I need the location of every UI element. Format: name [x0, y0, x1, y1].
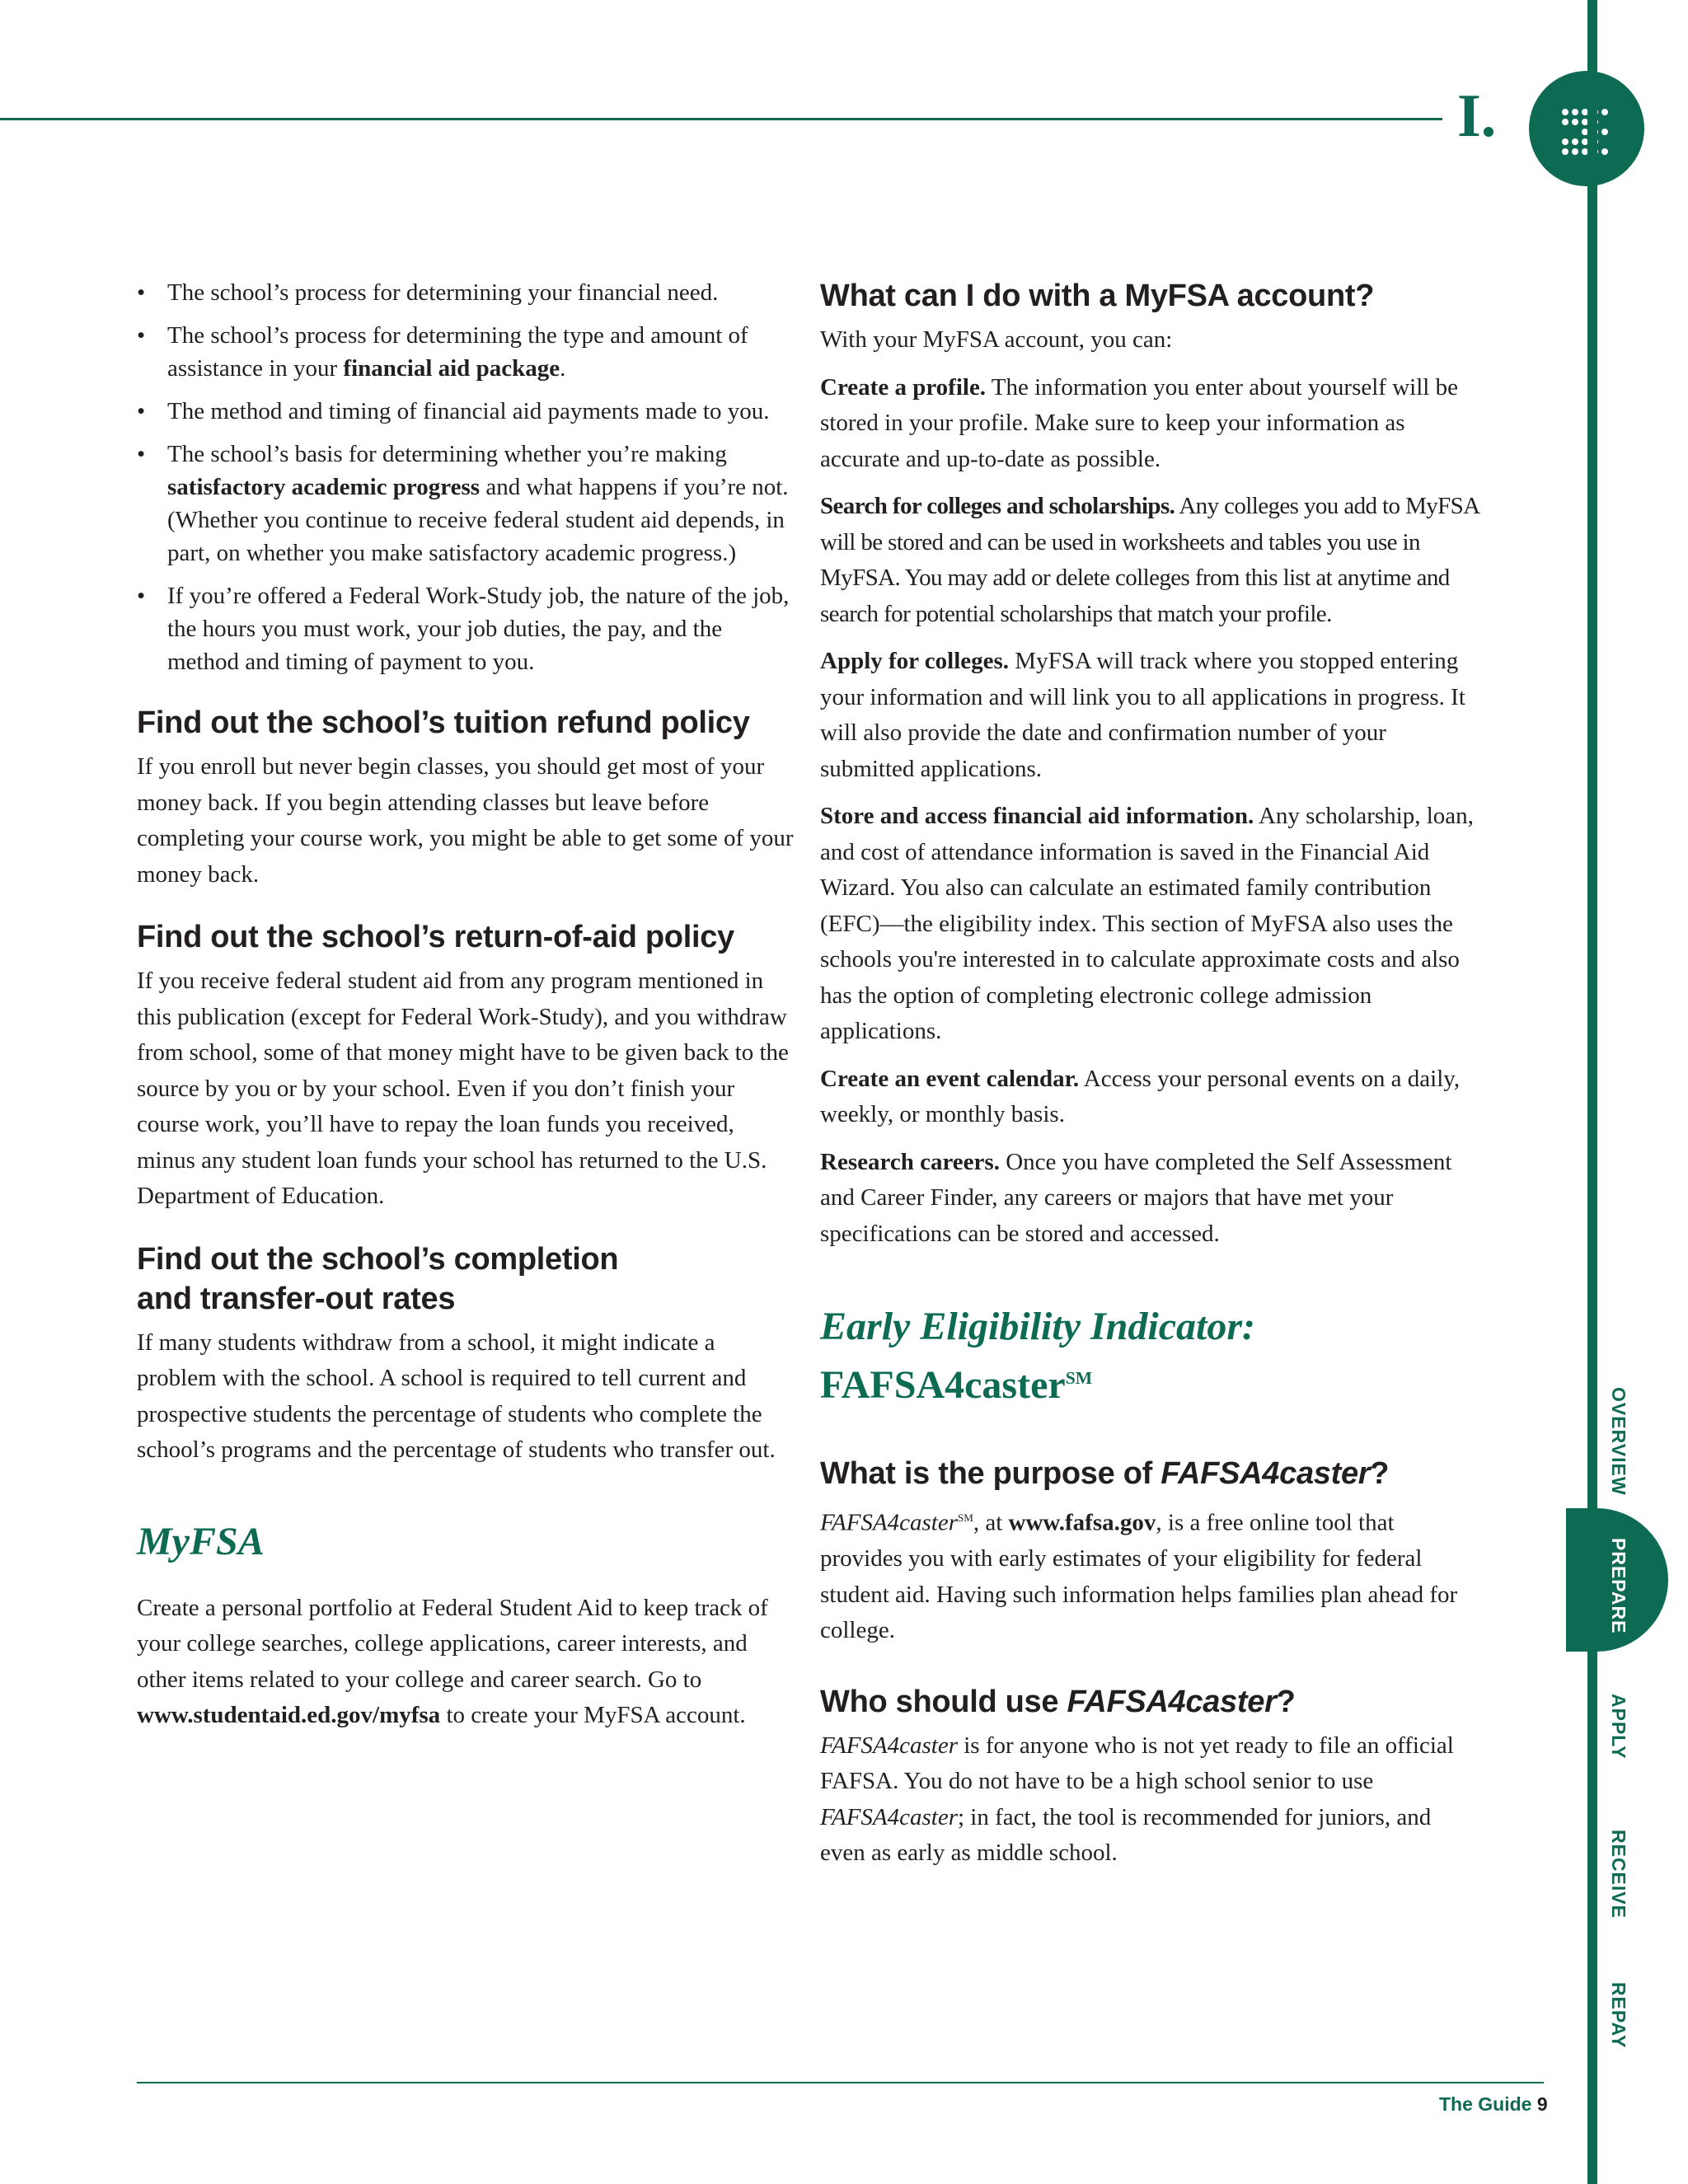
feature-item: Research careers. Once you have completed the Self Assessment and Career Finder, any careers or majors that have met your specifications can be stored and accessed. — [820, 1148, 1452, 1247]
myfsa-what-intro: With your MyFSA account, you can: — [820, 326, 1173, 353]
feature-item: Create an event calendar. Access your personal events on a daily, weekly, or monthly basis. — [820, 1065, 1461, 1127]
school-info-list — [137, 276, 796, 678]
feature-item: Apply for colleges. MyFSA will track where you stopped entering your information and will link you to all applications in progress. It will also provide the date and confirmation number of your submitted applications. — [820, 648, 1465, 782]
list-item: • The school’s basis for determining whether you’re making satisfactory academic progress and what happens if you’re not. (Whether you continue to receive federal student aid depends, in part, on whether you make satisfactory academic progress.) — [137, 438, 796, 569]
section-emblem-icon — [1529, 71, 1644, 186]
tab-apply[interactable]: APPLY — [1608, 1694, 1629, 1760]
myfsa-body: Create a personal portfolio at Federal Student Aid to keep track of your college searches, college applications, career interests, and other items related to your college and career search. Go to www.studentaid.ed.gov/myfsa to create your MyFSA account. — [137, 1594, 768, 1728]
return-aid-body: If you receive federal student aid from any program mentioned in this publication (except for Federal Work-Study), and you withdraw from school, some of that money might have to be given back to the source by you or by your school. Even if you don’t finish your course work, you’ll have to repay the loan funds you received, minus any student loan funds your school has returned to the U.S. Department of Education. — [137, 968, 789, 1209]
section-numeral: I. — [1457, 82, 1497, 150]
myfsa-what-heading: What can I do with a MyFSA account? — [820, 279, 1375, 313]
completion-body: If many students withdraw from a school, it might indicate a problem with the school. A school is required to tell current and prospective students the percentage of students who complete the school’s programs and the percentage of students who transfer out. — [137, 1329, 776, 1463]
fafsa-link[interactable]: www.fafsa.gov — [1008, 1509, 1156, 1536]
feature-item: Search for colleges and scholarships. Any colleges you add to MyFSA will be stored and can be used in worksheets and tables you use in MyFSA. You may add or delete colleges from this list at anytime and search for potential scholarships that match your profile. — [820, 493, 1479, 627]
completion-heading: Find out the school’s completion and transfer-out rates — [137, 1241, 619, 1316]
tab-receive[interactable]: RECEIVE — [1608, 1830, 1629, 1919]
myfsa-heading: MyFSA — [137, 1519, 265, 1563]
purpose-heading: What is the purpose of FAFSA4caster? — [820, 1456, 1390, 1491]
page-number: 9 — [1536, 2093, 1548, 2115]
page-footer — [1439, 2093, 1548, 2116]
feature-item: Create a profile. The information you enter about yourself will be stored in your profile. Make sure to keep your information as accurate and up-to-date as possible. — [820, 373, 1458, 472]
tab-overview[interactable]: OVERVIEW — [1608, 1387, 1629, 1496]
list-item: • If you’re offered a Federal Work-Study job, the nature of the job, the hours you must work, your job duties, the pay, and the method and timing of payment to you. — [137, 579, 796, 678]
list-item: • The school’s process for determining your financial need. — [137, 276, 796, 309]
purpose-body: FAFSA4caster℠, at www.fafsa.gov, is a free online tool that provides you with early estimates of your eligibility for federal student aid. Having such information helps families plan ahead for college. — [820, 1509, 1458, 1644]
refund-heading: Find out the school’s tuition refund policy — [137, 705, 750, 740]
tab-repay[interactable]: REPAY — [1608, 1982, 1629, 2049]
side-nav-bar — [1587, 0, 1597, 2184]
term-satisfactory-academic-progress: satisfactory academic progress — [167, 474, 481, 500]
return-aid-heading: Find out the school’s return-of-aid policy — [137, 920, 734, 954]
right-column — [820, 276, 1479, 1883]
footer-label: The Guide — [1439, 2093, 1532, 2115]
list-item: • The method and timing of financial aid payments made to you. — [137, 395, 796, 428]
myfsa-link[interactable]: www.studentaid.ed.gov/myfsa — [137, 1702, 441, 1728]
list-item: • The school’s process for determining the type and amount of assistance in your financial aid package. — [137, 319, 796, 385]
feature-item: Store and access financial aid information. Any scholarship, loan, and cost of attendance information is saved in the Financial Aid Wizard. You also can calculate an estimated family contribution (EFC)—the eligibility index. This section of MyFSA also uses the schools you're interested in to calculate approximate costs and also has the option of completing electronic college admission applications. — [820, 803, 1474, 1044]
term-financial-aid-package: financial aid package — [343, 355, 560, 382]
who-body: FAFSA4caster is for anyone who is not yet ready to file an official FAFSA. You do not have to be a high school senior to use FAFSA4caster; in fact, the tool is recommended for juniors, and even as early as middle school. — [820, 1732, 1454, 1867]
who-heading: Who should use FAFSA4caster? — [820, 1684, 1296, 1719]
tab-prepare[interactable]: PREPARE — [1608, 1538, 1629, 1634]
left-column — [137, 276, 796, 1746]
early-eligibility-heading: Early Eligibility Indicator: FAFSA4caster℠ — [820, 1305, 1256, 1407]
footer-rule — [137, 2082, 1544, 2083]
refund-body: If you enroll but never begin classes, you should get most of your money back. If you begin attending classes but leave before completing your course work, you might be able to get some of your money back. — [137, 753, 794, 888]
header-rule — [0, 118, 1442, 120]
